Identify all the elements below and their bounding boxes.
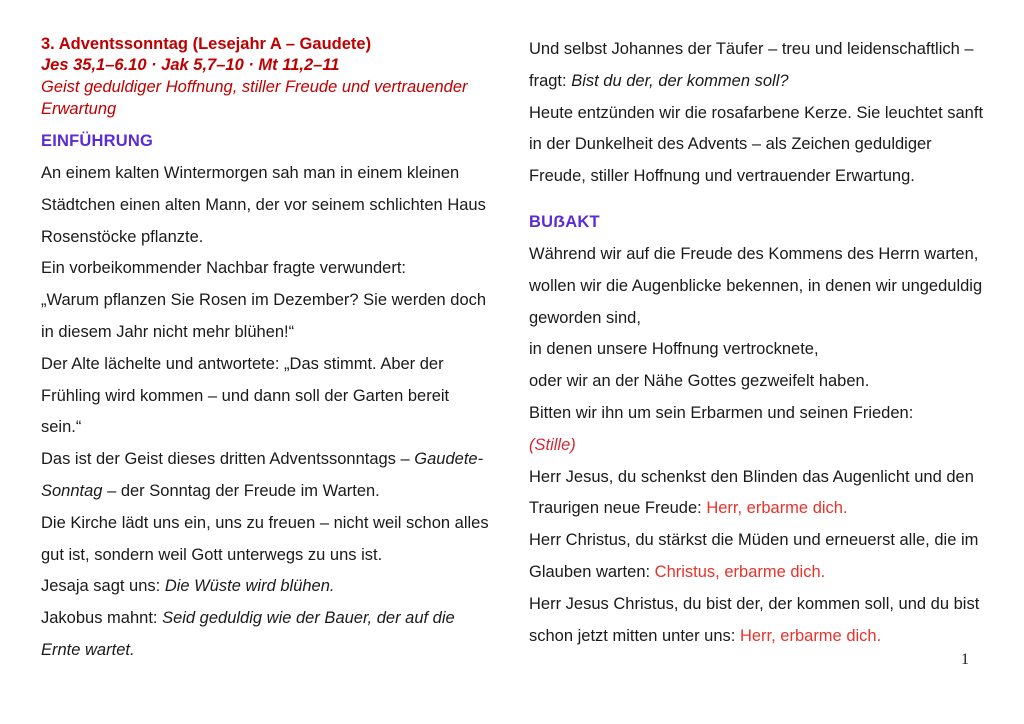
paragraph-kyrie-2 xyxy=(529,525,989,589)
text-run-italic: Bist du der, der kommen soll? xyxy=(571,71,789,90)
page-number: 1 xyxy=(961,651,969,668)
text-run-normal: Die Kirche lädt uns ein, uns zu freuen – nicht weil schon alles gut ist, sondern weil Gott unterwegs zu uns ist. xyxy=(41,513,494,564)
right-column-continuation xyxy=(529,34,989,193)
text-run-italic: Seid geduldig wie der Bauer, der auf die Ernte wartet. xyxy=(41,609,460,659)
paragraph-kyrie-1 xyxy=(529,462,989,526)
paragraph-intro-isaiah xyxy=(41,571,493,603)
paragraph-penitential-intro-2 xyxy=(529,334,989,366)
text-run-normal: Heute entzünden wir die rosafarbene Kerze. Sie leuchtet sanft in der Dunkelheit des Advents – als Zeichen geduldiger Freude, stiller Hoffnung und vertrauender Erwartung. xyxy=(529,103,988,186)
section-heading-einfuehrung: EINFÜHRUNG xyxy=(41,132,153,150)
text-run-normal: Herr Christus, du stärkst die Müden und erneuerst alle, die im Glauben warten: xyxy=(529,531,983,581)
text-run-normal: Jesaja sagt uns: xyxy=(41,577,165,596)
right-column-body xyxy=(529,239,989,652)
paragraph-intro-story-4 xyxy=(41,349,493,444)
scripture-readings-line: Jes 35,1–6.10 · Jak 5,7–10 · Mt 11,2–11 xyxy=(41,56,340,74)
text-run-response: Herr, erbarme dich. xyxy=(706,499,848,518)
paragraph-penitential-intro-3 xyxy=(529,366,989,398)
text-run-normal: Der Alte lächelte und antwortete: „Das stimmt. Aber der Frühling wird kommen – und dann soll der Garten bereit sein.“ xyxy=(41,354,454,437)
section-heading-bussakt: BUẞAKT xyxy=(529,212,600,231)
paragraph-intro-story-1 xyxy=(41,158,493,253)
paragraph-intro-james xyxy=(41,603,493,667)
text-run-normal: Das ist der Geist dieses dritten Adventssonntags – xyxy=(41,450,415,469)
paragraph-intro-baptist xyxy=(529,34,989,98)
liturgy-title-block xyxy=(41,34,493,120)
paragraph-intro-story-3 xyxy=(41,285,493,349)
text-run-italic: Gaudete-Sonntag xyxy=(41,450,484,500)
left-column xyxy=(41,34,493,667)
paragraph-rubric-silence xyxy=(529,430,989,462)
paragraph-penitential-intro-4 xyxy=(529,398,989,430)
text-run-normal: in denen unsere Hoffnung vertrocknete, xyxy=(529,340,819,359)
paragraph-intro-meaning-2 xyxy=(41,508,493,572)
liturgy-motto: Geist geduldiger Hoffnung, stiller Freude und vertrauender Erwartung xyxy=(41,78,473,118)
text-run-normal: Und selbst Johannes der Täufer – treu und leidenschaftlich – fragt: xyxy=(529,40,979,90)
right-column xyxy=(529,34,989,652)
text-run-normal: Bitten wir ihn um sein Erbarmen und seinen Frieden: xyxy=(529,403,914,422)
text-run-normal: Herr Jesus, du schenkst den Blinden das Augenlicht und den Traurigen neue Freude: xyxy=(529,467,979,518)
text-run-normal: Ein vorbeikommender Nachbar fragte verwundert: xyxy=(41,259,407,278)
page-title: 3. Adventssonntag (Lesejahr A – Gaudete) xyxy=(41,35,372,53)
text-run-response: Herr, erbarme dich. xyxy=(739,626,882,645)
text-run-normal: oder wir an der Nähe Gottes gezweifelt haben. xyxy=(529,372,870,391)
text-run-rubric: (Stille) xyxy=(529,435,576,454)
text-run-normal: „Warum pflanzen Sie Rosen im Dezember? Sie werden doch in diesem Jahr nicht mehr blühen!“ xyxy=(41,291,491,341)
paragraph-intro-candle xyxy=(529,98,989,193)
text-run-normal: An einem kalten Wintermorgen sah man in einem kleinen Städtchen einen alten Mann, der vor seinem schlichten Haus Rosenstöcke pflanzte. xyxy=(41,164,491,246)
text-run-italic: Die Wüste wird blühen. xyxy=(164,577,335,596)
text-run-normal: Herr Jesus Christus, du bist der, der kommen soll, und du bist schon jetzt mitten unter uns: xyxy=(529,594,984,645)
text-run-normal: Während wir auf die Freude des Kommens des Herrn warten, wollen wir die Augenblicke bekennen, in denen wir ungeduldig geworden sind, xyxy=(529,244,987,327)
text-run-response: Christus, erbarme dich. xyxy=(654,562,826,581)
left-column-body xyxy=(41,158,493,667)
paragraph-intro-story-2 xyxy=(41,253,493,285)
paragraph-penitential-intro-1 xyxy=(529,239,989,334)
text-run-normal: Jakobus mahnt: xyxy=(41,609,163,628)
paragraph-intro-meaning-1 xyxy=(41,444,493,508)
text-run-normal: – der Sonntag der Freude im Warten. xyxy=(102,481,380,500)
paragraph-kyrie-3 xyxy=(529,589,989,653)
